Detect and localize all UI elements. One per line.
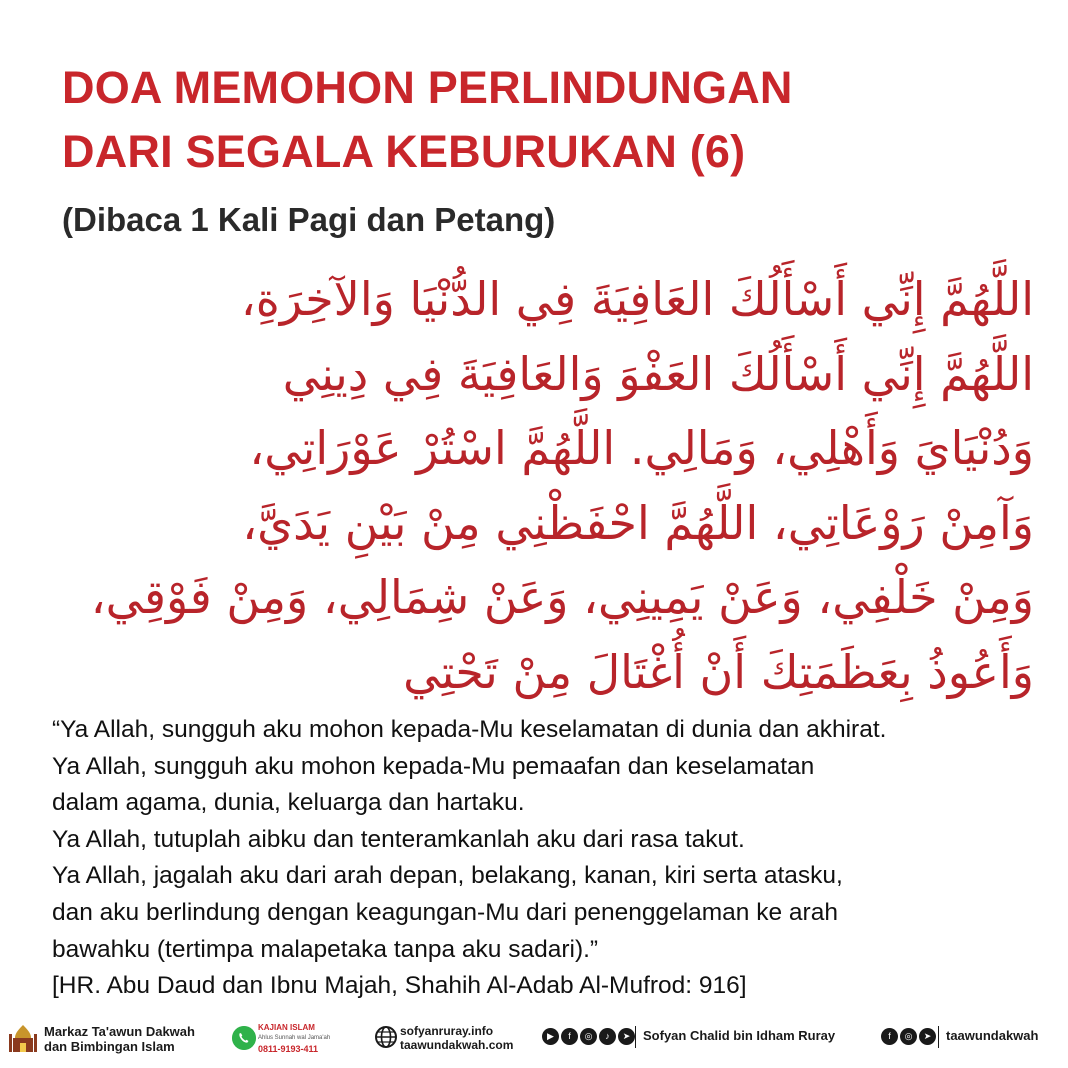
globe-icon (374, 1025, 398, 1049)
org-name-line-2: dan Bimbingan Islam (44, 1039, 175, 1054)
social-icons-group-1 (542, 1028, 635, 1045)
divider (938, 1026, 939, 1048)
mosque-logo-icon (6, 1022, 40, 1056)
footer (0, 1008, 1068, 1068)
translation-line: dalam agama, dunia, keluarga dan hartaku. (52, 789, 525, 817)
org-name-line-1: Markaz Ta'awun Dakwah (44, 1024, 195, 1039)
translation-line: bawahku (tertimpa malapetaka tanpa aku sadari).” (52, 935, 599, 963)
telegram-icon[interactable]: ➤ (919, 1028, 936, 1045)
organization-name (44, 1024, 195, 1054)
instagram-icon[interactable]: ◎ (900, 1028, 917, 1045)
website-2[interactable]: taawundakwah.com (400, 1038, 514, 1052)
social-icons-group-2 (881, 1028, 936, 1045)
whatsapp-contact (258, 1022, 330, 1055)
whatsapp-icon (232, 1026, 256, 1050)
page-title (62, 56, 793, 184)
wa-tagline: Ahlus Sunnah wal Jama'ah (258, 1035, 331, 1041)
social-handle: taawundakwah (946, 1028, 1039, 1043)
translation-text (52, 712, 1052, 1005)
wa-number: 0811-9193-411 (258, 1044, 319, 1054)
subtitle: (Dibaca 1 Kali Pagi dan Petang) (62, 201, 556, 238)
translation-line: Ya Allah, jagalah aku dari arah depan, belakang, kanan, kiri serta atasku, (52, 862, 843, 890)
instagram-icon[interactable]: ◎ (580, 1028, 597, 1045)
divider (635, 1026, 636, 1048)
arabic-line: وَدُنْيَايَ وَأَهْلِي، وَمَالِي. اللَّهُمَّ اسْتُرْ عَوْرَاتِي، (249, 421, 1034, 475)
author-name: Sofyan Chalid bin Idham Ruray (643, 1028, 836, 1043)
arabic-line: وَمِنْ خَلْفِي، وَعَنْ يَمِينِي، وَعَنْ شِمَالِي، وَمِنْ فَوْقِي، (90, 570, 1034, 624)
translation-line: Ya Allah, sungguh aku mohon kepada-Mu pemaafan dan keselamatan (52, 752, 815, 780)
arabic-line: وَآمِنْ رَوْعَاتِي، اللَّهُمَّ احْفَظْنِي مِنْ بَيْنِ يَدَيَّ، (242, 495, 1034, 550)
translation-line: “Ya Allah, sungguh aku mohon kepada-Mu keselamatan di dunia dan akhirat. (52, 716, 887, 743)
arabic-prayer-text (40, 262, 1034, 709)
source-reference: [HR. Abu Daud dan Ibnu Majah, Shahih Al-Adab Al-Mufrod: 916] (52, 972, 747, 1000)
translation-line: Ya Allah, tutuplah aibku dan tenteramkanlah aku dari rasa takut. (52, 825, 745, 853)
youtube-icon[interactable]: ▶ (542, 1028, 559, 1045)
arabic-line: وَأَعُوذُ بِعَظَمَتِكَ أَنْ أُغْتَالَ مِنْ تَحْتِي (403, 644, 1034, 699)
title-line-1: DOA MEMOHON PERLINDUNGAN (62, 62, 793, 113)
website-1[interactable]: sofyanruray.info (400, 1024, 494, 1038)
translation-line: dan aku berlindung dengan keagungan-Mu dari penenggelaman ke arah (52, 898, 838, 926)
tiktok-icon[interactable]: ♪ (599, 1028, 616, 1045)
facebook-icon[interactable]: f (561, 1028, 578, 1045)
telegram-icon[interactable]: ➤ (618, 1028, 635, 1045)
arabic-line: اللَّهُمَّ إِنِّي أَسْأَلُكَ العَفْوَ وَالعَافِيَةَ فِي دِينِي (282, 346, 1034, 401)
wa-title: KAJIAN ISLAM (258, 1023, 315, 1032)
websites (400, 1024, 513, 1052)
arabic-line: اللَّهُمَّ إِنِّي أَسْأَلُكَ العَافِيَةَ فِي الدُّنْيَا وَالآخِرَةِ، (240, 272, 1034, 326)
facebook-icon[interactable]: f (881, 1028, 898, 1045)
title-line-2: DARI SEGALA KEBURUKAN (6) (62, 126, 746, 177)
